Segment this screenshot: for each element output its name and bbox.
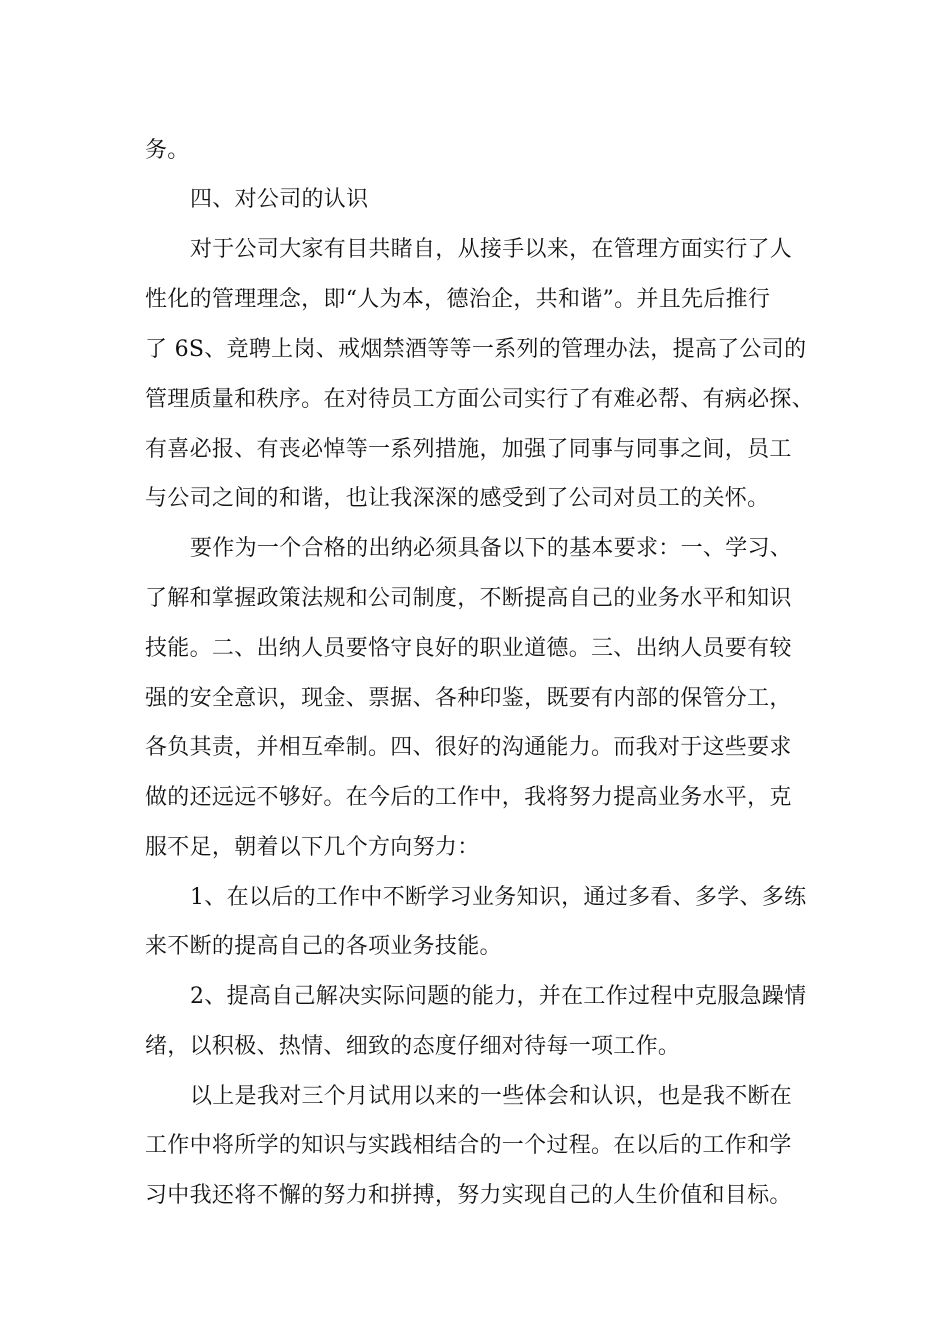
text-line: 工作中将所学的知识与实践相结合的一个过程。在以后的工作和学 (145, 1133, 792, 1158)
text-line: 服不足，朝着以下几个方向努力： (145, 835, 480, 860)
text-line: 技能。二、出纳人员要恪守良好的职业道德。三、出纳人员要有较 (145, 636, 792, 661)
text-line: 了解和掌握政策法规和公司制度，不断提高自己的业务水平和知识 (145, 586, 792, 611)
text-line: 有喜必报、有丧必悼等一系列措施，加强了同事与同事之间，员工 (145, 437, 792, 462)
text-line: 对于公司大家有目共睹自，从接手以来，在管理方面实行了人 (190, 237, 793, 262)
text-line: 来不断的提高自己的各项业务技能。 (145, 934, 502, 959)
text-line: 各负其责，并相互牵制。四、很好的沟通能力。而我对于这些要求 (145, 735, 792, 760)
section-heading: 四、对公司的认识 (190, 187, 369, 212)
text-line: 务。 (145, 138, 190, 163)
list-item: 2、提高自己解决实际问题的能力，并在工作过程中克服急躁情 (190, 984, 807, 1009)
list-item: 1、在以后的工作中不断学习业务知识，通过多看、多学、多练 (190, 885, 807, 910)
text-line: 绪，以积极、热情、细致的态度仔细对待每一项工作。 (145, 1034, 681, 1059)
text-line: 与公司之间的和谐，也让我深深的感受到了公司对员工的关怀。 (145, 486, 770, 511)
text-line: 了 6S、竞聘上岗、戒烟禁酒等等一系列的管理办法，提高了公司的 (145, 337, 807, 362)
text-line: 管理质量和秩序。在对待员工方面公司实行了有难必帮、有病必探、 (145, 387, 815, 412)
text-line: 要作为一个合格的出纳必须具备以下的基本要求：一、学习、 (190, 536, 793, 561)
text-line: 以上是我对三个月试用以来的一些体会和认识，也是我不断在 (190, 1084, 793, 1109)
text-line: 做的还远远不够好。在今后的工作中，我将努力提高业务水平，克 (145, 785, 792, 810)
text-line: 性化的管理理念，即“人为本，德治企，共和谐”。并且先后推行 (145, 287, 771, 312)
text-line: 强的安全意识，现金、票据、各种印鉴，既要有内部的保管分工， (145, 686, 792, 711)
text-line: 习中我还将不懈的努力和拼搏，努力实现自己的人生价值和目标。 (145, 1183, 792, 1208)
